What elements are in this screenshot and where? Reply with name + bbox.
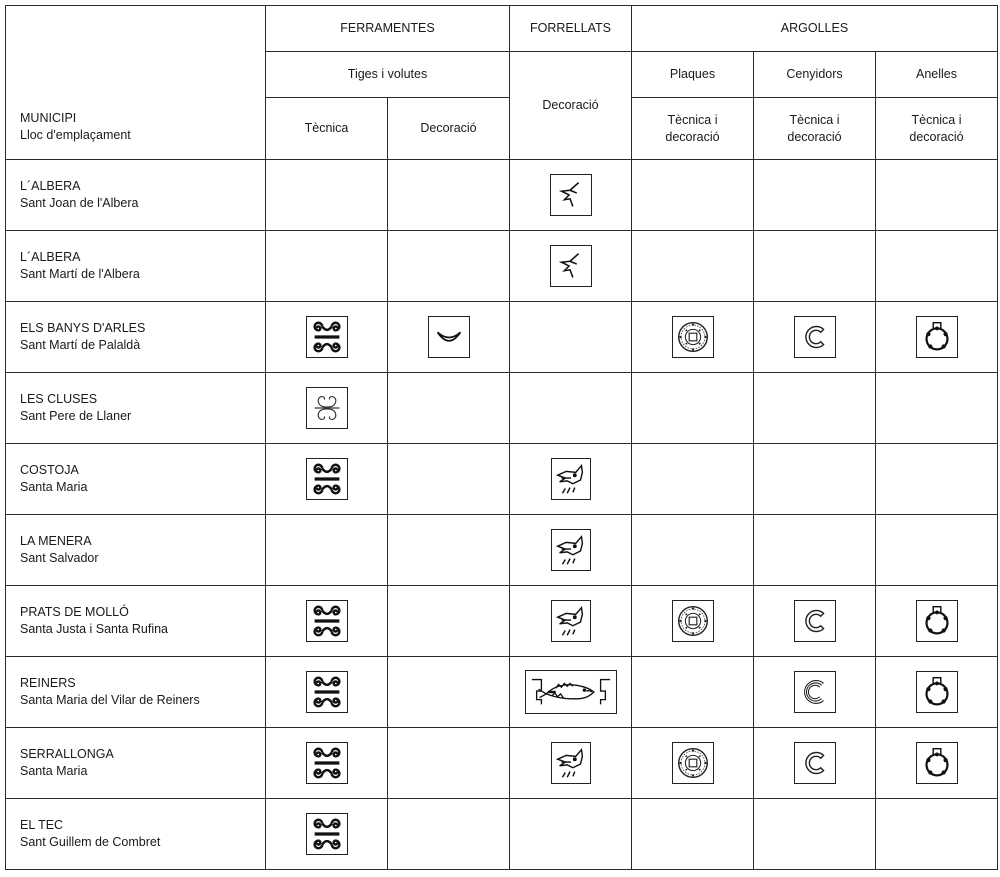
municipi-cell xyxy=(6,799,266,870)
c-belt-icon xyxy=(794,600,836,642)
municipi-name: PRATS DE MOLLÓ xyxy=(20,604,129,619)
municipi-header-label: MUNICIPI xyxy=(20,111,77,126)
forrellats-decoracio-header: Decoració xyxy=(510,52,632,160)
spiral-volutes-icon xyxy=(306,813,348,855)
data-cell xyxy=(266,373,388,444)
lloc-name: Santa Maria xyxy=(20,480,88,494)
lloc-name: Santa Maria xyxy=(20,764,88,778)
data-cell xyxy=(876,160,998,231)
municipi-name: ELS BANYS D'ARLES xyxy=(20,320,146,335)
municipi-cell xyxy=(6,373,266,444)
table-row xyxy=(6,657,998,728)
data-cell xyxy=(632,160,754,231)
data-cell xyxy=(266,231,388,302)
data-cell xyxy=(388,373,510,444)
lloc-name: Sant Guillem de Combret xyxy=(20,835,161,849)
table-row xyxy=(6,231,998,302)
data-cell xyxy=(266,515,388,586)
data-cell xyxy=(632,302,754,373)
round-plate-icon xyxy=(672,742,714,784)
data-cell xyxy=(266,444,388,515)
table-row xyxy=(6,586,998,657)
data-cell xyxy=(388,657,510,728)
data-cell xyxy=(876,728,998,799)
municipi-header xyxy=(6,6,266,160)
argolles-header: ARGOLLES xyxy=(632,6,998,52)
data-cell xyxy=(510,373,632,444)
data-cell xyxy=(266,799,388,870)
dragon-head-icon xyxy=(551,529,591,571)
data-cell xyxy=(510,515,632,586)
data-cell xyxy=(754,586,876,657)
data-cell xyxy=(510,160,632,231)
data-cell xyxy=(876,444,998,515)
data-cell xyxy=(388,231,510,302)
data-cell xyxy=(266,657,388,728)
forrellats-header: FORRELLATS xyxy=(510,6,632,52)
data-cell xyxy=(876,231,998,302)
data-cell xyxy=(754,799,876,870)
c-belt-icon xyxy=(794,742,836,784)
data-cell xyxy=(388,160,510,231)
spiral-volutes-icon xyxy=(306,742,348,784)
municipi-name: L´ALBERA xyxy=(20,178,81,193)
data-cell xyxy=(388,799,510,870)
cenyidors-header: Cenyidors xyxy=(754,52,876,98)
municipi-cell xyxy=(6,515,266,586)
data-cell xyxy=(388,728,510,799)
data-cell xyxy=(754,657,876,728)
spiral-volutes-icon xyxy=(306,458,348,500)
table-row xyxy=(6,160,998,231)
lloc-name: Santa Justa i Santa Rufina xyxy=(20,622,169,636)
spiral-volutes-icon xyxy=(306,600,348,642)
municipi-cell xyxy=(6,231,266,302)
data-cell xyxy=(754,728,876,799)
spiral-volutes-icon xyxy=(306,671,348,713)
round-plate-icon xyxy=(672,600,714,642)
municipi-name: SERRALLONGA xyxy=(20,746,114,761)
municipi-name: L´ALBERA xyxy=(20,249,81,264)
data-cell xyxy=(510,444,632,515)
table-row xyxy=(6,302,998,373)
data-cell xyxy=(510,231,632,302)
bird-head-icon xyxy=(550,245,592,287)
tecnica-header: Tècnica xyxy=(266,98,388,160)
municipi-name: COSTOJA xyxy=(20,462,79,477)
data-cell xyxy=(876,373,998,444)
table-row xyxy=(6,515,998,586)
data-cell xyxy=(266,302,388,373)
table-row xyxy=(6,444,998,515)
dragon-head-icon xyxy=(551,458,591,500)
data-cell xyxy=(510,302,632,373)
c-belt-icon xyxy=(794,316,836,358)
data-cell xyxy=(876,657,998,728)
table-row xyxy=(6,373,998,444)
data-cell xyxy=(754,373,876,444)
dragon-head-icon xyxy=(551,600,591,642)
data-cell xyxy=(510,586,632,657)
table-row xyxy=(6,799,998,870)
anelles-header: Anelles xyxy=(876,52,998,98)
data-cell xyxy=(754,515,876,586)
lloc-name: Sant Pere de Llaner xyxy=(20,409,132,423)
data-cell xyxy=(266,586,388,657)
municipi-name: EL TEC xyxy=(20,817,64,832)
dragon-head-icon xyxy=(551,742,591,784)
plaques-header: Plaques xyxy=(632,52,754,98)
data-cell xyxy=(510,657,632,728)
data-cell xyxy=(632,799,754,870)
lloc-name: Santa Maria del Vilar de Reiners xyxy=(20,693,200,707)
municipi-cell xyxy=(6,728,266,799)
data-cell xyxy=(754,444,876,515)
crescent-icon xyxy=(428,316,470,358)
municipi-cell xyxy=(6,657,266,728)
municipi-name: REINERS xyxy=(20,675,76,690)
data-cell xyxy=(388,302,510,373)
round-plate-icon xyxy=(672,316,714,358)
data-cell xyxy=(510,799,632,870)
ferramentes-header: FERRAMENTES xyxy=(266,6,510,52)
data-cell xyxy=(632,515,754,586)
municipi-cell xyxy=(6,160,266,231)
decoracio-header: Decoració xyxy=(388,98,510,160)
data-cell xyxy=(632,586,754,657)
lloc-name: Sant Joan de l'Albera xyxy=(20,196,139,210)
lloc-header-label: Lloc d'emplaçament xyxy=(20,128,131,143)
table-row xyxy=(6,728,998,799)
data-cell xyxy=(632,657,754,728)
lloc-name: Sant Martí de Palaldà xyxy=(20,338,141,352)
c-belt-double-icon xyxy=(794,671,836,713)
data-cell xyxy=(510,728,632,799)
ring-icon xyxy=(916,600,958,642)
data-cell xyxy=(754,160,876,231)
ring-icon xyxy=(916,671,958,713)
data-cell xyxy=(632,231,754,302)
municipi-cell xyxy=(6,586,266,657)
data-cell xyxy=(388,586,510,657)
data-cell xyxy=(632,373,754,444)
ring-icon xyxy=(916,742,958,784)
data-cell xyxy=(388,444,510,515)
data-cell xyxy=(876,302,998,373)
municipi-cell xyxy=(6,302,266,373)
lloc-name: Sant Martí de l'Albera xyxy=(20,267,140,281)
plaques-tecnica-decoracio-header: Tècnica i decoració xyxy=(632,98,754,160)
lloc-name: Sant Salvador xyxy=(20,551,99,565)
ironwork-table xyxy=(5,5,998,870)
fish-bolt-icon xyxy=(525,670,617,714)
municipi-name: LA MENERA xyxy=(20,533,92,548)
ring-icon xyxy=(916,316,958,358)
data-cell xyxy=(632,444,754,515)
data-cell xyxy=(876,515,998,586)
municipi-name: LES CLUSES xyxy=(20,391,98,406)
anelles-tecnica-decoracio-header: Tècnica i decoració xyxy=(876,98,998,160)
data-cell xyxy=(388,515,510,586)
cenyidors-tecnica-decoracio-header: Tècnica i decoració xyxy=(754,98,876,160)
tiges-volutes-header: Tiges i volutes xyxy=(266,52,510,98)
data-cell xyxy=(754,231,876,302)
municipi-cell xyxy=(6,444,266,515)
data-cell xyxy=(876,586,998,657)
spiral-volutes-icon xyxy=(306,316,348,358)
data-cell xyxy=(876,799,998,870)
spiral-volutes-thin-icon xyxy=(306,387,348,429)
data-cell xyxy=(754,302,876,373)
data-cell xyxy=(266,728,388,799)
data-cell xyxy=(632,728,754,799)
bird-head-icon xyxy=(550,174,592,216)
data-cell xyxy=(266,160,388,231)
